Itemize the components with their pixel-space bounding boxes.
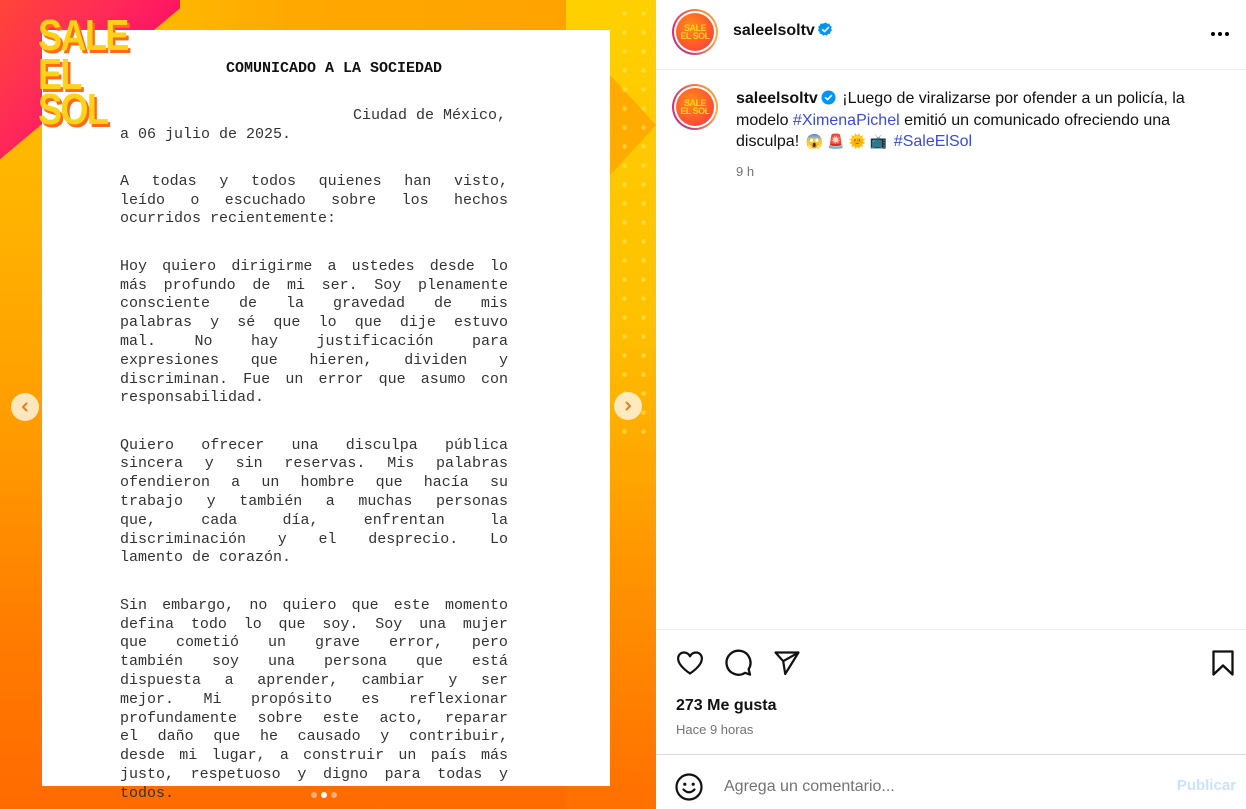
- document-word: mis: [480, 295, 508, 313]
- document-line: [120, 653, 508, 672]
- carousel-dot-active[interactable]: [321, 792, 327, 798]
- document-line: [120, 512, 508, 531]
- document-word: sobre: [257, 709, 303, 727]
- document-paragraph: [120, 258, 508, 408]
- document-line: [120, 192, 508, 211]
- verified-badge-icon: [818, 22, 833, 37]
- document-word: quiero: [282, 596, 337, 614]
- document-word: leído: [120, 191, 166, 209]
- document-line: [120, 389, 508, 408]
- document-word: que: [375, 474, 403, 492]
- document-word: lamento de corazón.: [120, 549, 292, 567]
- avatar-logo-line-2: EL SOL: [680, 106, 710, 116]
- post-timestamp[interactable]: Hace 9 horas: [676, 722, 754, 737]
- like-button[interactable]: [675, 648, 705, 678]
- document-line: [120, 549, 508, 568]
- document-word: responsabilidad.: [120, 389, 265, 407]
- document-line: [120, 710, 508, 729]
- document-word: discriminan.: [120, 370, 229, 388]
- caption-username-text: saleelsoltv: [736, 90, 818, 107]
- avatar-logo-line-1: SALE: [683, 98, 706, 108]
- document-word: justificación: [316, 332, 434, 350]
- document-word: Hoy: [120, 257, 148, 275]
- document-word: palabras: [120, 314, 193, 332]
- document-word: pero: [471, 634, 508, 652]
- document-word: No: [194, 332, 213, 350]
- document-word: es: [361, 690, 380, 708]
- document-word: reparar: [444, 709, 508, 727]
- emoji-tv-icon: 📺: [869, 133, 888, 149]
- hashtag-ximenapichel-link[interactable]: #XimenaPichel: [792, 111, 900, 129]
- document-line: [120, 352, 508, 371]
- document-word: que: [120, 634, 148, 652]
- caption-body-continued: emitió un comunicado ofreciendo una disculpa!: [736, 111, 1171, 150]
- document-word: hechos: [453, 191, 508, 209]
- document-word: que: [273, 314, 301, 332]
- document-word: personas: [435, 493, 508, 511]
- document-word: persona: [323, 653, 387, 671]
- document-word: todas: [437, 765, 483, 783]
- verified-badge-icon: [821, 90, 836, 105]
- document-word: la: [489, 511, 508, 529]
- document-word: error,: [388, 634, 443, 652]
- caption-body: ¡Luego de viralizarse por ofender a un policía, la modelo: [736, 90, 1185, 129]
- hashtag-saleelsol-link[interactable]: #SaleElSol: [893, 133, 973, 150]
- document-word: mi: [286, 276, 305, 294]
- carousel-dot[interactable]: [331, 792, 337, 798]
- document-word: escuchado: [224, 191, 306, 209]
- document-word: sin: [235, 455, 263, 473]
- document-word: y: [219, 172, 229, 190]
- document-word: a: [327, 257, 337, 275]
- document-word: que,: [120, 511, 157, 529]
- logo-line-1: SALE: [38, 11, 128, 60]
- document-word: a: [224, 671, 234, 689]
- document-word: mejor.: [120, 690, 175, 708]
- document-word: respetuoso: [190, 765, 281, 783]
- more-options-button[interactable]: [1208, 22, 1232, 46]
- document-word: sincera: [120, 455, 184, 473]
- post-header: [656, 0, 1246, 70]
- document-word: disculpa: [345, 436, 418, 454]
- document-word: desde: [120, 747, 166, 765]
- document-word: dije: [399, 314, 436, 332]
- document-word: lo: [489, 257, 508, 275]
- document-word: soy.: [322, 615, 359, 633]
- document-word: y: [297, 765, 307, 783]
- document-word: que: [415, 653, 443, 671]
- document-word: Sin: [120, 596, 148, 614]
- avatar[interactable]: [672, 9, 718, 55]
- caption-timestamp[interactable]: 9 h: [736, 164, 755, 179]
- document-word: que: [278, 615, 306, 633]
- document-word: justo,: [120, 765, 175, 783]
- comment-button[interactable]: [723, 648, 753, 678]
- emoji-siren-icon: 🚨: [827, 133, 845, 149]
- document-word: aprender,: [257, 671, 339, 689]
- document-line: [120, 277, 508, 296]
- document-word: he: [259, 728, 278, 746]
- document-word: para: [471, 332, 508, 350]
- document-line: [120, 531, 508, 550]
- document-word: mi: [179, 747, 198, 765]
- document-word: el: [120, 728, 139, 746]
- document-word: Quiero: [120, 436, 175, 454]
- emoji-scream-icon: 😱: [805, 133, 824, 149]
- document-word: a: [325, 493, 335, 511]
- document-word: sé: [237, 314, 256, 332]
- document-word: muchas: [358, 493, 413, 511]
- document-line: [120, 691, 508, 710]
- document-word: daño: [157, 728, 194, 746]
- document-word: que: [213, 728, 241, 746]
- document-word: plenamente: [417, 276, 508, 294]
- document-word: Lo: [489, 530, 508, 548]
- document-word: expresiones: [120, 351, 220, 369]
- document-word: también: [239, 493, 303, 511]
- chevron-left-icon: [19, 401, 31, 413]
- document-word: gravedad: [332, 295, 405, 313]
- document-word: quiero: [162, 257, 217, 275]
- username-text: saleelsoltv: [733, 22, 815, 39]
- document-word: lo: [243, 615, 262, 633]
- document-word: cometió: [175, 634, 239, 652]
- document-word: Mis: [387, 455, 415, 473]
- document-line: [120, 672, 508, 691]
- document-word: grave: [314, 634, 360, 652]
- document-word: sobre: [331, 191, 377, 209]
- document-word: ofendieron: [120, 474, 211, 492]
- paragraph-spacer: [120, 568, 508, 597]
- document-word: lugar,: [211, 747, 266, 765]
- document-line: [120, 634, 508, 653]
- document-word: error: [318, 370, 364, 388]
- caption-username-link[interactable]: [736, 90, 836, 107]
- document-word: lo: [318, 314, 337, 332]
- document-word: más: [120, 276, 148, 294]
- document-word: desprecio.: [368, 530, 459, 548]
- document-line: [120, 616, 508, 635]
- document-word: todos.: [120, 784, 175, 802]
- document-word: desde: [429, 257, 475, 275]
- publish-button[interactable]: Publicar: [1176, 777, 1236, 794]
- document-word: enfrentan: [363, 511, 445, 529]
- document-word: y: [204, 455, 214, 473]
- document-word: Fue: [243, 370, 271, 388]
- document-word: y: [206, 493, 216, 511]
- document-word: dispuesta: [120, 671, 202, 689]
- document-word: han: [404, 172, 432, 190]
- document-word: que: [354, 314, 382, 332]
- document-date: a 06 julio de 2025.: [120, 125, 292, 143]
- document-word: su: [489, 474, 508, 492]
- document-word: país: [430, 747, 467, 765]
- document-word: de: [238, 295, 257, 313]
- document-line: [120, 728, 508, 747]
- document-word: que: [250, 351, 278, 369]
- emoji-picker-button[interactable]: [674, 772, 704, 802]
- document-word: ser: [480, 671, 508, 689]
- paragraph-spacer: [120, 408, 508, 437]
- document-word: la: [285, 295, 304, 313]
- document-word: y: [380, 728, 390, 746]
- caption-avatar[interactable]: [672, 84, 718, 130]
- document-line: [120, 258, 508, 277]
- document-word: visto,: [453, 172, 508, 190]
- comment-bar: [656, 754, 1246, 809]
- document-line: [120, 314, 508, 333]
- document-word: pública: [444, 436, 508, 454]
- chevron-right-icon: [622, 400, 634, 412]
- document-line: [120, 493, 508, 512]
- document-line: [120, 455, 508, 474]
- document-paragraph: [120, 173, 508, 229]
- logo-line-2: EL SOL: [38, 50, 108, 135]
- comment-bubble-icon: [723, 648, 753, 678]
- document-line: [120, 766, 508, 785]
- document-word: hombre: [300, 474, 355, 492]
- document-title: COMUNICADO A LA SOCIEDAD: [225, 60, 443, 77]
- document-word: estuvo: [453, 314, 508, 332]
- document-word: palabras: [435, 455, 508, 473]
- document-word: dirigirme: [231, 257, 313, 275]
- carousel-next-button[interactable]: [614, 392, 642, 420]
- paragraph-spacer: [120, 229, 508, 258]
- document-word: causado: [297, 728, 361, 746]
- carousel-dot[interactable]: [311, 792, 317, 798]
- document-word: asumo: [420, 370, 466, 388]
- sale-el-sol-logo: [38, 11, 128, 135]
- statement-text: [120, 60, 508, 804]
- document-line: [120, 597, 508, 616]
- document-word: ofrecer: [201, 436, 265, 454]
- document-word: hieren,: [309, 351, 373, 369]
- carousel-prev-button[interactable]: [11, 393, 39, 421]
- avatar-logo-line-1: SALE: [683, 23, 706, 33]
- document-word: defina: [120, 615, 175, 633]
- document-line: [120, 371, 508, 390]
- caption-text: [736, 88, 1226, 153]
- document-word: un: [398, 747, 417, 765]
- document-word: embargo,: [162, 596, 235, 614]
- document-word: construir: [303, 747, 385, 765]
- document-word: cambiar: [361, 671, 425, 689]
- document-word: con: [480, 370, 508, 388]
- document-word: ser.: [321, 276, 358, 294]
- document-word: todo: [190, 615, 227, 633]
- bookmark-icon: [1208, 648, 1238, 678]
- document-word: hay: [250, 332, 278, 350]
- document-word: también: [120, 653, 184, 671]
- document-word: mujer: [462, 615, 508, 633]
- paper-plane-icon: [772, 648, 802, 678]
- heart-icon: [675, 648, 705, 678]
- document-word: que: [378, 370, 406, 388]
- document-word: y: [498, 351, 508, 369]
- document-word: los: [401, 191, 429, 209]
- more-dot-icon: [1211, 32, 1215, 36]
- document-word: no: [249, 596, 268, 614]
- document-line: [120, 295, 508, 314]
- document-word: quienes: [318, 172, 382, 190]
- document-word: reservas.: [284, 455, 366, 473]
- document-word: soy: [211, 653, 239, 671]
- paragraph-spacer: [120, 144, 508, 173]
- document-word: cada: [201, 511, 238, 529]
- document-word: discriminación: [120, 530, 247, 548]
- document-word: propósito: [250, 690, 332, 708]
- document-word: una: [291, 436, 319, 454]
- document-word: Soy: [374, 276, 402, 294]
- document-word: un: [285, 370, 304, 388]
- document-line: [120, 437, 508, 456]
- smiley-face-icon: [674, 772, 704, 802]
- document-word: ocurridos recientemente:: [120, 210, 337, 228]
- document-word: Mi: [203, 690, 222, 708]
- post-details-panel: [656, 0, 1246, 809]
- document-word: ustedes: [351, 257, 415, 275]
- document-line: [120, 747, 508, 766]
- document-word: todos: [250, 172, 296, 190]
- document-word: el: [318, 530, 337, 548]
- document-word: a: [279, 747, 289, 765]
- document-word: dividen: [404, 351, 468, 369]
- document-word: este: [393, 596, 430, 614]
- avatar-logo-line-2: EL SOL: [680, 31, 710, 41]
- document-word: mal.: [120, 332, 157, 350]
- document-line: [120, 333, 508, 352]
- document-word: y: [210, 314, 220, 332]
- share-button[interactable]: [772, 648, 802, 678]
- document-word: para: [384, 765, 421, 783]
- statement-document: [42, 30, 610, 802]
- document-word: una: [267, 653, 295, 671]
- document-line: [120, 210, 508, 229]
- likes-count[interactable]: 273 Me gusta: [676, 697, 777, 714]
- document-word: todas: [151, 172, 197, 190]
- document-word: este: [322, 709, 359, 727]
- document-word: y: [498, 765, 508, 783]
- document-word: o: [190, 191, 200, 209]
- emoji-sun-icon: 🌞: [848, 133, 866, 149]
- document-word: un: [261, 474, 280, 492]
- document-word: reflexionar: [408, 690, 508, 708]
- document-word: está: [471, 653, 508, 671]
- document-word: Soy: [375, 615, 403, 633]
- document-word: digno: [322, 765, 368, 783]
- more-dot-icon: [1225, 32, 1229, 36]
- document-word: contribuir,: [408, 728, 508, 746]
- carousel-indicator: [311, 792, 337, 798]
- document-word: que: [351, 596, 379, 614]
- document-line: [120, 474, 508, 493]
- document-word: a: [231, 474, 241, 492]
- background-dot-pattern: [611, 0, 656, 440]
- document-word: A: [120, 172, 130, 190]
- more-dot-icon: [1218, 32, 1222, 36]
- save-button[interactable]: [1208, 648, 1238, 678]
- document-word: y: [448, 671, 458, 689]
- username-link[interactable]: [733, 22, 833, 40]
- document-word: profundamente: [120, 709, 238, 727]
- document-word: acto,: [379, 709, 425, 727]
- document-word: un: [267, 634, 286, 652]
- post-actions: [656, 629, 1246, 809]
- document-word: trabajo: [120, 493, 184, 511]
- document-word: día,: [282, 511, 319, 529]
- document-word: y: [277, 530, 287, 548]
- document-word: hacía: [423, 474, 469, 492]
- document-word: profundo: [163, 276, 236, 294]
- document-word: consciente: [120, 295, 211, 313]
- document-word: de: [433, 295, 452, 313]
- document-line: [120, 173, 508, 192]
- document-paragraph: [120, 597, 508, 804]
- document-word: momento: [444, 596, 508, 614]
- comment-input[interactable]: [724, 772, 1144, 802]
- document-paragraph: [120, 437, 508, 569]
- document-word: una: [419, 615, 447, 633]
- document-word: más: [480, 747, 508, 765]
- document-word: de: [252, 276, 271, 294]
- document-city: Ciudad de México,: [352, 106, 506, 124]
